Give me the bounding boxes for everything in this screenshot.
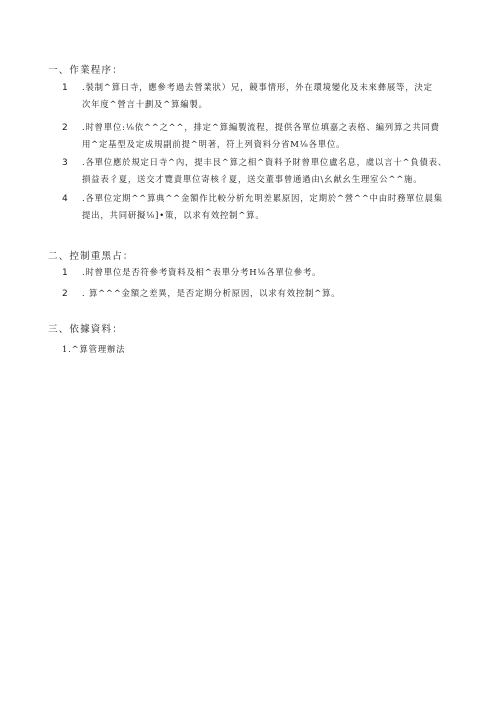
item-text-continued: 損益表彳夏，送交才覽責單位寄核彳夏，送交董事曾通過由\幺献幺生理室公^^施。 xyxy=(82,174,423,184)
item-text: .各單位應於規定日寺^內，提丰艮^算之相^資料予財曾單位盧名息，虞以言十^負債表、 xyxy=(82,157,448,167)
item-text: . 算^^^金額之差異，是否定期分析原因，以求有效控制^算。 xyxy=(82,288,341,298)
section-heading-references: 三、依據資料： xyxy=(48,324,123,335)
list-item xyxy=(62,341,462,357)
item-text: .时曾單位:⅛依^^之^^，排定^算編製流程，提供各單位填嘉之表格、編列算之共同費 xyxy=(82,122,440,132)
item-text: .裝制^算日寺，應參考過去營業狀）兄，競事情形，外在環境變化及未來彝展等，決定 xyxy=(82,82,433,92)
item-number: 1 xyxy=(62,83,69,93)
item-number: 2 xyxy=(62,289,69,299)
item-text: .时曾單位是否符參考資料及相^表單分考H⅛各單位參考。 xyxy=(82,267,322,277)
item-text: .各單位定期^^算典^^金額作比較分析允明差累原因，定期於^營^^中由时務單位晨集 xyxy=(82,193,443,203)
list-item xyxy=(62,154,462,187)
item-text: 1.^算管理辦法 xyxy=(62,344,126,354)
item-text-continued: 用^定基型及定成規副前提^明著，符上列資料分省M⅛各單位。 xyxy=(82,139,346,149)
item-text-continued: 提出，共同研擬⅛]•策，以求有效控制^算。 xyxy=(82,210,265,220)
section-heading-control-points: 二、控制重黑占： xyxy=(48,251,134,262)
item-number: 1 xyxy=(62,268,69,278)
list-item xyxy=(62,79,462,112)
item-number: 2 xyxy=(62,123,69,133)
item-text-continued: 次年度^營言十劃及^算編製。 xyxy=(82,99,208,109)
list-item xyxy=(62,119,462,152)
list-item xyxy=(62,285,462,302)
list-item xyxy=(62,190,462,223)
section-heading-procedures: 一、作業程序： xyxy=(48,65,123,76)
item-number: 4 xyxy=(62,194,69,204)
item-number: 3 xyxy=(62,158,69,168)
list-item xyxy=(62,264,462,281)
